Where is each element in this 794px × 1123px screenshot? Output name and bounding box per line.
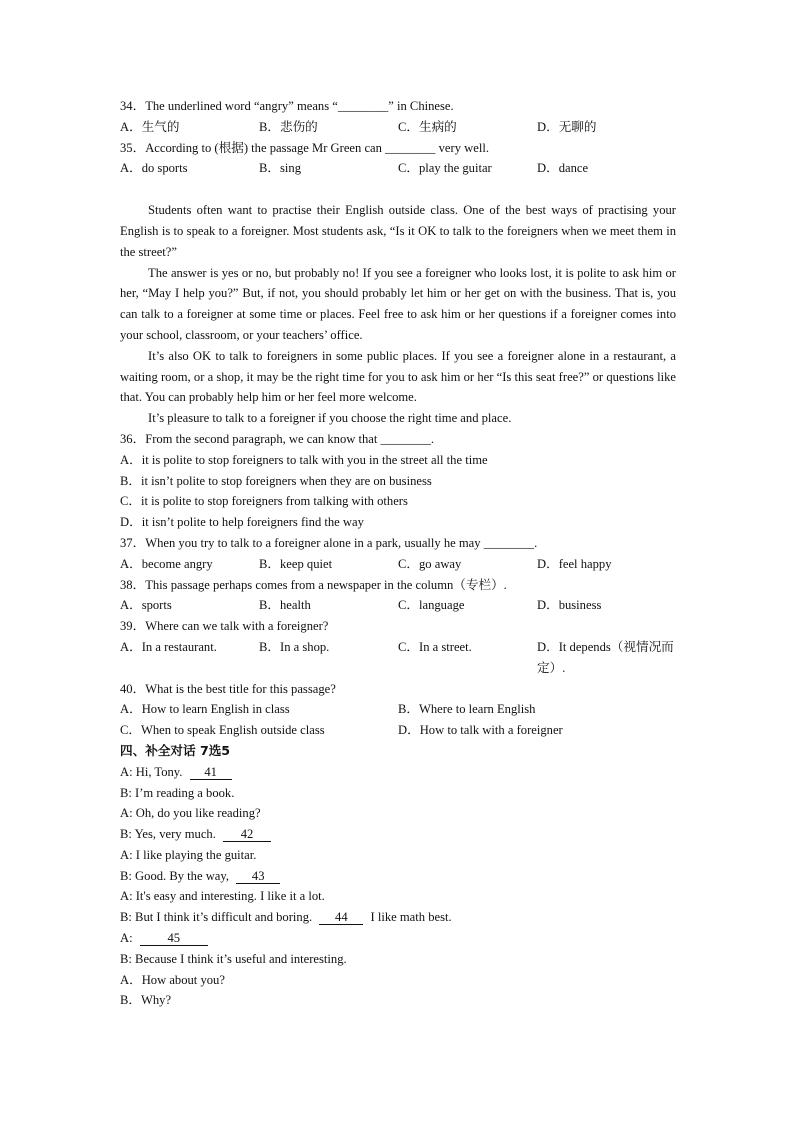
option-d: D．How to talk with a foreigner [398,723,563,738]
q37-stem: 37．When you try to talk to a foreigner alone in a park, usually he may ________. [120,535,538,550]
option-c: C．go away [398,556,462,571]
option-a: A．In a restaurant. [120,639,217,654]
choice-a: A．How about you? [120,972,225,987]
passage-paragraph-4: It’s pleasure to talk to a foreigner if you choose the right time and place. [148,411,512,426]
dialogue-line-6 [120,866,676,887]
option-a: A．生气的 [120,119,180,134]
option-a: A．do sports [120,161,188,176]
dialogue-text: A: Hi, Tony. [120,764,183,779]
dialogue-text: I like math best. [370,910,452,925]
passage-paragraph-3: It’s also OK to talk to foreigners in some public places. If you see a foreigner alone in a restaurant, a waiting room, or a shop, it may be the right time for you to ask him or her “Is this seat free?” or questions like that. You can probably help him or her feel more welcome. [120,348,676,405]
option-b: B．In a shop. [259,639,330,654]
section-4-heading: 四、补全对话 7选5 [120,742,231,758]
dialogue-line-1 [120,762,676,783]
dialogue-line-8 [120,907,676,928]
q37-options [120,554,676,575]
q40-options-row-2 [120,720,676,741]
option-b: B．health [259,598,311,613]
dialogue-line-5: A: I like playing the guitar. [120,847,257,862]
option-d: D．dance [537,161,589,176]
dialogue-text: B: Good. By the way, [120,868,230,883]
dialogue-line-2: B: I’m reading a book. [120,785,235,800]
exam-page [120,96,676,1011]
dialogue-line-7: A: It's easy and interesting. I like it a lot. [120,889,325,904]
option-d: D．无聊的 [537,119,597,134]
q34-options [120,117,676,138]
blank-45[interactable]: 45 [140,931,208,946]
q35-stem: 35．According to (根据) the passage Mr Green can ________ very well. [120,140,489,155]
blank-42[interactable]: 42 [223,827,271,842]
dialogue-line-3: A: Oh, do you like reading? [120,806,261,821]
option-c: C．In a street. [398,639,472,654]
option-d: D．feel happy [537,556,612,571]
option-a: A．become angry [120,556,213,571]
option-b: B．悲伤的 [259,119,318,134]
option-a: A．sports [120,598,172,613]
choice-b: B．Why? [120,993,172,1008]
q39-stem: 39．Where can we talk with a foreigner? [120,619,329,634]
passage-paragraph-2: The answer is yes or no, but probably no! If you see a foreigner who looks lost, it is polite to ask him or her, “May I help you?” But, if not, you should probably let him or her get on with the business. That is, you can talk to a foreigner at some time or places. Feel free to ask him or her questions if a foreigner comes into your school, classroom, or your teachers’ office. [120,265,676,342]
blank-41[interactable]: 41 [190,765,232,780]
option-c: C．When to speak English outside class [120,723,325,738]
option-c: C．play the guitar [398,161,492,176]
dialogue-text: B: Yes, very much. [120,827,216,842]
blank-43[interactable]: 43 [236,869,280,884]
option-b: B．Where to learn English [398,702,536,717]
q38-stem: 38．This passage perhaps comes from a newspaper in the column（专栏）. [120,577,507,592]
q36-option-c: C．it is polite to stop foreigners from talking with others [120,494,408,509]
dialogue-line-4 [120,824,676,845]
q36-option-a: A．it is polite to stop foreigners to talk with you in the street all the time [120,452,488,467]
option-d: D．business [537,598,602,613]
q40-options-row-1 [120,699,676,720]
option-d: D．It depends（视情况而定）. [537,639,674,675]
q36-stem: 36．From the second paragraph, we can know that ________. [120,431,435,446]
q34-stem: 34．The underlined word “angry” means “________” in Chinese. [120,99,454,113]
blank-44[interactable]: 44 [319,910,363,925]
q36-option-d: D．it isn’t polite to help foreigners find the way [120,515,364,530]
option-a: A．How to learn English in class [120,702,290,717]
dialogue-text: B: But I think it’s difficult and boring. [120,910,313,925]
option-b: B．sing [259,161,301,176]
option-c: C．生病的 [398,119,457,134]
dialogue-line-9 [120,928,676,949]
option-c: C．language [398,598,465,613]
q36-option-b: B．it isn’t polite to stop foreigners when they are on business [120,473,432,488]
spacer [120,179,676,200]
dialogue-text: A: [120,931,133,946]
q38-options [120,595,676,616]
q39-options [120,637,676,679]
option-b: B．keep quiet [259,556,333,571]
passage-paragraph-1: Students often want to practise their English outside class. One of the best ways of practising your English is to speak to a foreigner. Most students ask, “Is it OK to talk to the foreigners when we meet them in the street?” [120,203,676,259]
dialogue-line-10: B: Because I think it’s useful and interesting. [120,951,347,966]
q35-options [120,158,676,179]
q40-stem: 40．What is the best title for this passage? [120,681,336,696]
